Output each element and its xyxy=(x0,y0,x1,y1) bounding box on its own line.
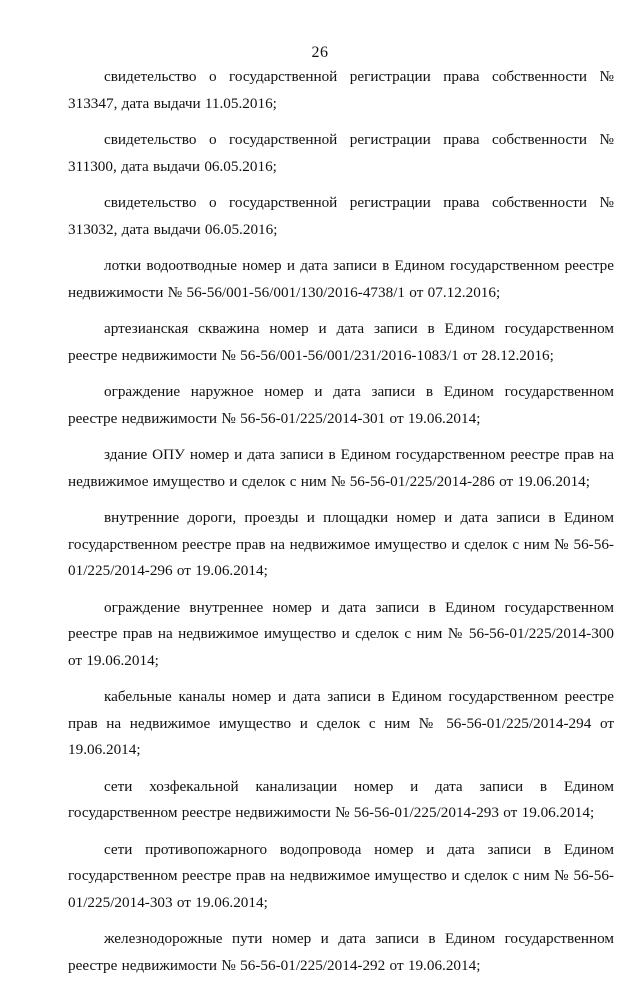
paragraph-10: кабельные каналы номер и дата записи в Едином государственном реестре прав на недвижимое имущество и сделок с ним № 56-56-01/225/2014-294 от 19.06.2014; xyxy=(68,688,614,758)
paragraph-6: ограждение наружное номер и дата записи в Едином государственном реестре недвижимости № 56-56-01/225/2014-301 от 19.06.2014; xyxy=(68,383,614,427)
paragraph-13: железнодорожные пути номер и дата записи в Едином государственном реестре недвижимости № 56-56-01/225/2014-292 от 19.06.2014; xyxy=(68,930,614,974)
paragraph-4: лотки водоотводные номер и дата записи в Едином государственном реестре недвижимости № 56-56/001-56/001/130/2016-4738/1 от 07.12.2016; xyxy=(68,257,614,301)
paragraph-11: сети хозфекальной канализации номер и дата записи в Едином государственном реестре недвижимости № 56-56-01/225/2014-293 от 19.06.2014; xyxy=(68,777,614,821)
paragraph-1: свидетельство о государственной регистрации права собственности № 313347, дата выдачи 11.05.2016; xyxy=(68,68,614,112)
page-number: 26 xyxy=(311,44,329,61)
document-body xyxy=(68,64,614,989)
paragraph-2: свидетельство о государственной регистрации права собственности № 311300, дата выдачи 06.05.2016; xyxy=(68,131,614,175)
paragraph-7: здание ОПУ номер и дата записи в Едином государственном реестре прав на недвижимое имущество и сделок с ним № 56-56-01/225/2014-286 от 19.06.2014; xyxy=(68,446,614,490)
paragraph-3: свидетельство о государственной регистрации права собственности № 313032, дата выдачи 06.05.2016; xyxy=(68,194,614,238)
paragraph-9: ограждение внутреннее номер и дата записи в Едином государственном реестре прав на недвижимое имущество и сделок с ним № 56-56-01/225/2014-300 от 19.06.2014; xyxy=(68,598,614,669)
paragraph-12: сети противопожарного водопровода номер и дата записи в Едином государственном реестре прав на недвижимое имущество и сделок с ним № 56-56-01/225/2014-303 от 19.06.2014; xyxy=(68,840,614,911)
paragraph-8: внутренние дороги, проезды и площадки номер и дата записи в Едином государственном реестре прав на недвижимое имущество и сделок с ним № 56-56-01/225/2014-296 от 19.06.2014; xyxy=(68,509,614,579)
paragraph-5: артезианская скважина номер и дата записи в Едином государственном реестре недвижимости № 56-56/001-56/001/231/2016-1083/1 от 28.12.2016; xyxy=(68,320,614,364)
